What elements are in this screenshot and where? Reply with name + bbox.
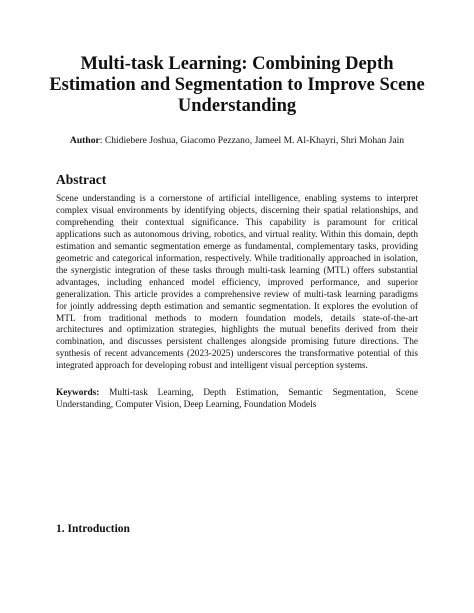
author-label: Author (69, 135, 100, 146)
abstract-heading: Abstract (56, 172, 107, 187)
author-names: : Chidiebere Joshua, Giacomo Pezzano, Jameel M. Al-Khayri, Shri Mohan Jain (99, 135, 405, 146)
keywords-label: Keywords: (56, 388, 100, 398)
introduction-heading: 1. Introduction (56, 523, 130, 535)
author-line (40, 135, 434, 147)
abstract-body: Scene understanding is a cornerstone of artificial intelligence, enabling systems to interpret complex visual environments by identifying objects, discerning their spatial relationships, and comprehending their contextual significance. This capability is paramount for critical applications such as autonomous driving, robotics, and virtual reality. Within this domain, depth estimation and semantic segmentation emerge as fundamental, complementary tasks, providing geometric and categorical information, respectively. While traditionally approached in isolation, the synergistic integration of these tasks through multi-task learning (MTL) offers substantial advantages, including enhanced model efficiency, improved performance, and superior generalization. This article provides a comprehensive review of multi-task learning paradigms for jointly addressing depth estimation and semantic segmentation. It explores the evolution of MTL from traditional methods to modern foundation models, details state-of-the-art architectures and optimization strategies, highlights the mutual benefits derived from their combination, and discusses persistent challenges alongside promising future directions. The synthesis of recent advancements (2023-2025) underscores the transformative potential of this integrated approach for developing robust and intelligent visual perception systems. (56, 194, 418, 372)
paper-title: Multi-task Learning: Combining Depth Estimation and Segmentation to Improve Scene Understanding (49, 54, 425, 116)
keywords-list: Multi-task Learning, Depth Estimation, Semantic Segmentation, Scene Understanding, Computer Vision, Deep Learning, Foundation Models (56, 388, 418, 410)
keywords-line (56, 387, 418, 411)
